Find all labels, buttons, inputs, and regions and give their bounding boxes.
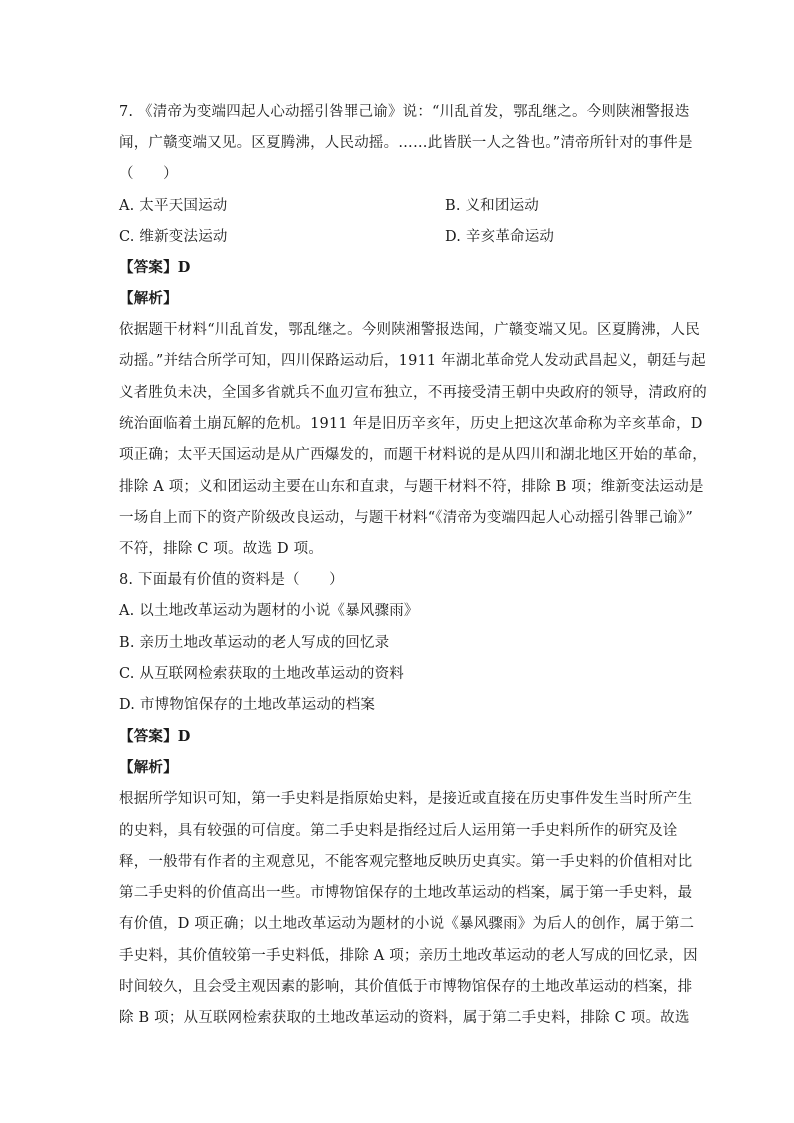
- q7-option-b: B. 义和团运动: [445, 198, 539, 214]
- q8-analysis-line-4: 第二手史料的价值高出一些。市博物馆保存的土地改革运动的档案，属于第一手史料，最: [119, 885, 693, 901]
- q8-analysis-line-5: 有价值，D 项正确；以土地改革运动为题材的小说《暴风骤雨》为后人的创作，属于第二: [119, 916, 695, 932]
- q7-stem-line-3: （ ）: [119, 166, 178, 182]
- q8-analysis-line-7: 时间较久，且会受主观因素的影响，其价值低于市博物馆保存的土地改革运动的档案，排: [119, 979, 693, 995]
- q8-analysis-line-6: 手史料，其价值较第一手史料低，排除 A 项；亲历土地改革运动的老人写成的回忆录，因: [119, 948, 698, 964]
- q7-analysis-line-7: 一场自上而下的资产阶级改良运动，与题干材料“《清帝为变端四起人心动摇引咎罪己谕》”: [119, 510, 694, 526]
- q8-analysis-line-2: 的史料，具有较强的可信度。第二手史料是指经过后人运用第一手史料所作的研究及诠: [119, 823, 678, 839]
- q8-analysis-line-3: 释，一般带有作者的主观意见，不能客观完整地反映历史真实。第一手史料的价值相对比: [119, 854, 693, 870]
- q7-option-c: C. 维新变法运动: [119, 229, 228, 245]
- q8-option-b: B. 亲历土地改革运动的老人写成的回忆录: [119, 635, 390, 651]
- q8-answer: 【答案】D: [119, 728, 191, 745]
- q8-option-a: A. 以土地改革运动为题材的小说《暴风骤雨》: [119, 603, 419, 619]
- q7-analysis-line-3: 义者胜负未决，全国多省就兵不血刃宣布独立，不再接受清王朝中央政府的领导，清政府的: [119, 385, 707, 401]
- q7-analysis-line-2: 动摇。”并结合所学可知，四川保路运动后，1911 年湖北革命党人发动武昌起义，朝廷与起: [119, 353, 706, 369]
- q7-analysis-line-8: 不符，排除 C 项。故选 D 项。: [119, 541, 324, 557]
- q8-analysis-line-8: 除 B 项；从互联网检索获取的土地改革运动的资料，属于第二手史料，排除 C 项。故选: [119, 1010, 690, 1026]
- q7-analysis-line-6: 排除 A 项；义和团运动主要在山东和直隶，与题干材料不符，排除 B 项；维新变法运动是: [119, 479, 704, 495]
- q7-option-d: D. 辛亥革命运动: [445, 229, 555, 245]
- q7-answer: 【答案】D: [119, 259, 191, 276]
- q7-analysis-label: 【解析】: [119, 290, 178, 307]
- q7-option-a: A. 太平天国运动: [119, 198, 228, 214]
- q7-analysis-line-4: 统治面临着土崩瓦解的危机。1911 年是旧历辛亥年，历史上把这次革命称为辛亥革命，D: [119, 416, 703, 432]
- q7-stem-line-2: 闻，广赣变端又见。区夏腾沸，人民动摇。……此皆朕一人之咎也。”清帝所针对的事件是: [119, 135, 693, 151]
- q7-stem-line-1: 7. 《清帝为变端四起人心动摇引咎罪己谕》说：“川乱首发，鄂乱继之。今则陕湘警报迭: [119, 104, 690, 120]
- q8-analysis-line-1: 根据所学知识可知，第一手史料是指原始史料，是接近或直接在历史事件发生当时所产生: [119, 791, 693, 807]
- q7-analysis-line-1: 依据题干材料“川乱首发，鄂乱继之。今则陕湘警报迭闻，广赣变端又见。区夏腾沸，人民: [119, 322, 700, 338]
- q8-analysis-label: 【解析】: [119, 759, 178, 776]
- q8-option-d: D. 市博物馆保存的土地改革运动的档案: [119, 697, 376, 713]
- q7-analysis-line-5: 项正确；太平天国运动是从广西爆发的，而题干材料说的是从四川和湖北地区开始的革命，: [119, 447, 707, 463]
- q8-option-c: C. 从互联网检索获取的土地改革运动的资料: [119, 666, 404, 682]
- q8-stem: 8. 下面最有价值的资料是（ ）: [119, 572, 344, 588]
